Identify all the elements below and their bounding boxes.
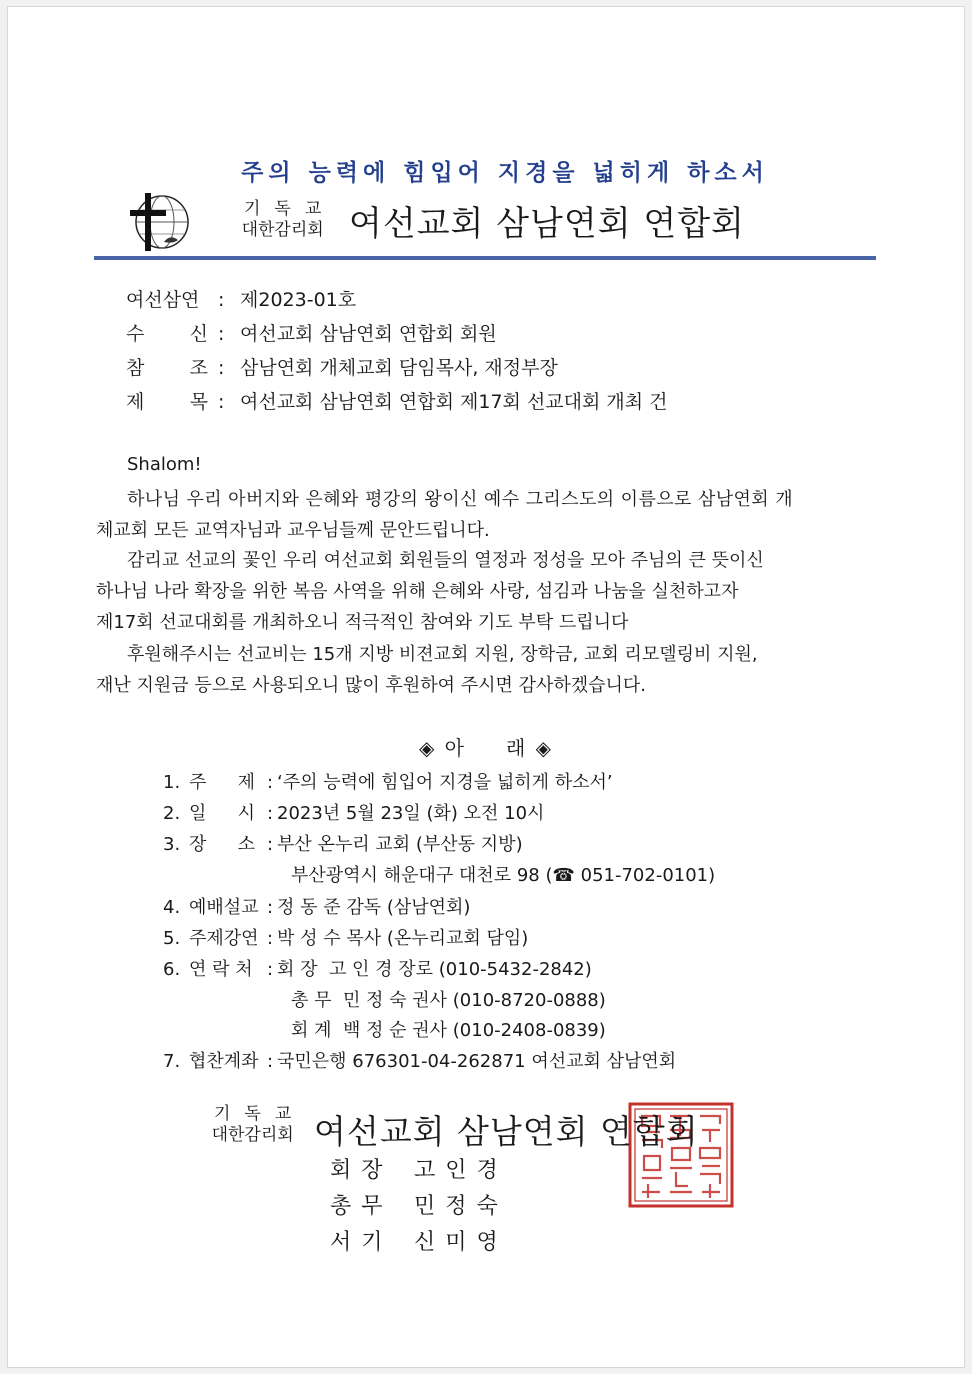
footer-org-name bbox=[200, 1104, 305, 1146]
meta-reference: 참 조 : 삼남연회 개체교회 담임목사, 재정부장 bbox=[126, 357, 558, 379]
body-paragraph-line: 감리교 선교의 꽃인 우리 여선교회 회원들의 열정과 정성을 모아 주님의 큰 뜻이신 bbox=[127, 550, 764, 571]
meta-value: 삼남연회 개체교회 담임목사, 재정부장 bbox=[240, 357, 558, 379]
meta-value: 제2023-01호 bbox=[240, 289, 357, 311]
signer-name: 고인경 bbox=[414, 1158, 508, 1183]
body-paragraph-line: 체교회 모든 교역자님과 교우님들께 문안드립니다. bbox=[96, 520, 490, 541]
body-paragraph-line: 하나님 나라 확장을 위한 복음 사역을 위해 은혜와 사랑, 섬김과 나눔을 실천하고자 bbox=[96, 581, 739, 602]
signer-role: 총무 bbox=[330, 1194, 393, 1219]
motto: 주의 능력에 힘입어 지경을 넓히게 하소서 bbox=[241, 160, 769, 186]
methodist-cross-logo-icon bbox=[124, 190, 194, 254]
header-org-line1: 기독교 bbox=[244, 199, 336, 219]
header-org-name bbox=[230, 199, 335, 241]
meta-value: 여선교회 삼남연회 연합회 제17회 선교대회 개최 건 bbox=[240, 391, 668, 413]
meta-doc-number: 여선삼연 : 제2023-01호 bbox=[126, 285, 356, 312]
detail-item-account: 7. 협찬계좌 : 국민은행 676301-04-262871 여선교회 삼남연회 bbox=[163, 1051, 677, 1072]
detail-item-sermon: 4. 예배설교 : 정 동 준 감독 (삼남연회) bbox=[163, 897, 471, 918]
detail-item-theme: 1. 주 제 : ‘주의 능력에 힘입어 지경을 넓히게 하소서’ bbox=[163, 772, 613, 793]
detail-item-contact-line: 총 무 민 정 숙 권사 (010-8720-0888) bbox=[291, 990, 606, 1011]
body-paragraph-line: 하나님 우리 아버지와 은혜와 평강의 왕이신 예수 그리스도의 이름으로 삼남연회 개 bbox=[127, 489, 794, 510]
footer-org-line1: 기독교 bbox=[214, 1104, 306, 1124]
meta-subject: 제 목 : 여선교회 삼남연회 연합회 제17회 선교대회 개최 건 bbox=[126, 391, 668, 413]
signer-role: 회장 bbox=[330, 1158, 393, 1183]
body-paragraph-line: 재난 지원금 등으로 사용되오니 많이 후원하여 주시면 감사하겠습니다. bbox=[96, 675, 647, 696]
meta-key: 여선삼연 bbox=[126, 289, 200, 311]
footer-title: 여선교회 삼남연회 연합회 bbox=[314, 1112, 699, 1151]
detail-item-datetime: 2. 일 시 : 2023년 5월 23일 (화) 오전 10시 bbox=[163, 803, 545, 824]
section-heading-arae: ◈ 아 래 ◈ bbox=[418, 736, 554, 760]
meta-recipient: 수 신 : 여선교회 삼남연회 연합회 회원 bbox=[126, 323, 497, 345]
greeting: Shalom! bbox=[127, 454, 202, 475]
body-paragraph-line: 후원해주시는 선교비는 15개 지방 비젼교회 지원, 장학금, 교회 리모델링비 지원, bbox=[127, 644, 758, 665]
detail-item-place: 3. 장 소 : 부산 온누리 교회 (부산동 지방) bbox=[163, 834, 523, 855]
footer-org-line2: 대한감리회 bbox=[211, 1125, 294, 1145]
signer-role: 서기 bbox=[330, 1230, 393, 1255]
header-rule bbox=[94, 256, 876, 260]
meta-value: 여선교회 삼남연회 연합회 회원 bbox=[240, 323, 497, 345]
signer-name: 신미영 bbox=[414, 1230, 508, 1255]
detail-item-contact: 6. 연 락 처 : 회 장 고 인 경 장로 (010-5432-2842) bbox=[163, 959, 592, 980]
detail-item-address: 부산광역시 해운대구 대천로 98 (☎ 051-702-0101) bbox=[291, 865, 716, 886]
signer-row bbox=[330, 1225, 508, 1256]
header-org-line2: 대한감리회 bbox=[241, 220, 324, 240]
detail-item-contact-line: 회 계 백 정 순 권사 (010-2408-0839) bbox=[291, 1020, 606, 1041]
body-paragraph-line: 제17회 선교대회를 개최하오니 적극적인 참여와 기도 부탁 드립니다 bbox=[96, 612, 629, 633]
signer-row bbox=[330, 1189, 508, 1220]
signer-name: 민정숙 bbox=[414, 1194, 508, 1219]
detail-item-lecture: 5. 주제강연 : 박 성 수 목사 (온누리교회 담임) bbox=[163, 928, 529, 949]
signer-row bbox=[330, 1153, 508, 1184]
header-title: 여선교회 삼남연회 연합회 bbox=[349, 204, 745, 244]
